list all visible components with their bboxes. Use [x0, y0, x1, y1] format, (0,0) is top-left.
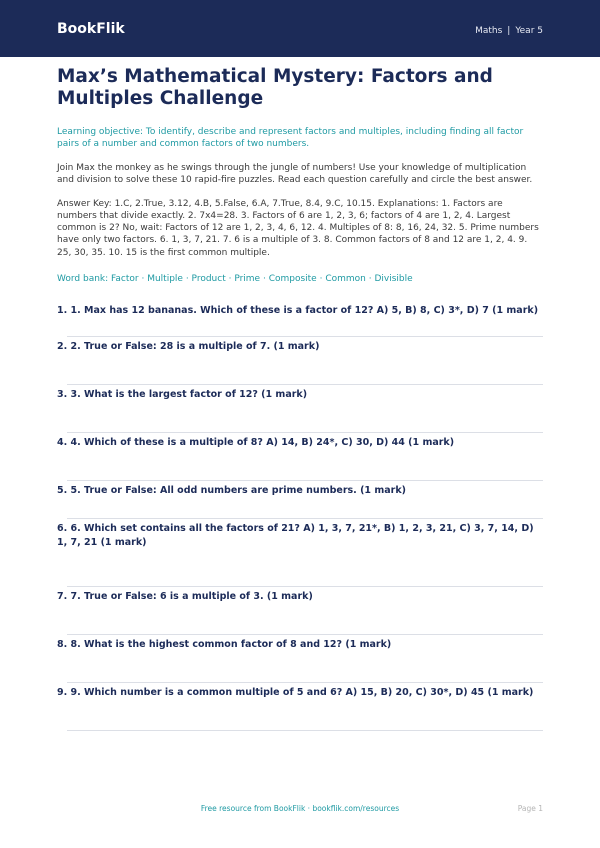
word-bank-word: Multiple: [147, 274, 183, 285]
answer-line[interactable]: [67, 730, 543, 731]
footer-text: Free resource from BookFlik · bookflik.com/resources: [200, 804, 400, 813]
intro-paragraph: Join Max the monkey as he swings through the jungle of numbers! Use your knowledge of multiplication and division to solve these 10 rapid-fire puzzles. Read each question carefully and circle the best answer.: [57, 163, 533, 186]
question-block: [57, 301, 543, 337]
header-meta: [475, 27, 543, 36]
question-block: [57, 481, 543, 519]
question-block: [57, 683, 543, 731]
page-footer: [0, 803, 600, 815]
question-text: 8. 8. What is the highest common factor of 8 and 12? (1 mark): [57, 639, 392, 650]
answer-key: Answer Key: 1.C, 2.True, 3.12, 4.B, 5.False, 6.A, 7.True, 8.4, 9.C, 10.15. Explanations: 1. Factors are numbers that divide exactly. 2. 7x4=28. 3. Factors of 6 are 1, 2, 3, 6; factors of 4 are 1, 2, 4. Largest common is 2? No, wait: Factors of 12 are 1, 2, 3, 4, 6, 12. 4. Multiples of 8: 8, 16, 24, 32. 5. Prime numbers have only two factors. 6. 1, 3, 7, 21. 7. 6 is a multiple of 3. 8. Common factors of 8 and 12 are 1, 2, 4. 9. 25, 30, 35. 10. 15 is the first common multiple.: [57, 198, 539, 258]
word-bank-word: Prime: [234, 274, 261, 285]
question-text: 2. 2. True or False: 28 is a multiple of 7. (1 mark): [57, 341, 320, 352]
worksheet-intro: [57, 66, 543, 285]
word-bank-word: Common: [325, 274, 366, 285]
word-bank: [57, 273, 543, 285]
question-block: [57, 385, 543, 433]
page-number: Page 1: [517, 804, 543, 813]
question-text: 9. 9. Which number is a common multiple of 5 and 6? A) 15, B) 20, C) 30*, D) 45 (1 mark): [57, 687, 534, 698]
question-block: [57, 635, 543, 683]
question-block: [57, 337, 543, 385]
word-bank-label: Word bank:: [57, 274, 109, 285]
word-bank-words: Factor · Multiple · Product · Prime · Composite · Common · Divisible: [111, 274, 413, 285]
learning-objective: Learning objective: To identify, describe and represent factors and multiples, including finding all factor pairs of a number and common factors of two numbers.: [57, 127, 524, 149]
question-text: 3. 3. What is the largest factor of 12? (1 mark): [57, 389, 308, 400]
page-header: [0, 0, 600, 57]
question-block: [57, 587, 543, 635]
year-label: Year 5: [515, 26, 543, 36]
question-text: 1. 1. Max has 12 bananas. Which of these is a factor of 12? A) 5, B) 8, C) 3*, D) 7 (1 mark): [57, 305, 539, 316]
question-list: [57, 301, 543, 731]
word-bank-word: Composite: [268, 274, 317, 285]
meta-separator: |: [507, 26, 511, 36]
question-block: [57, 519, 543, 587]
question-text: 5. 5. True or False: All odd numbers are prime numbers. (1 mark): [57, 485, 407, 496]
question-block: [57, 433, 543, 481]
question-text: 6. 6. Which set contains all the factors of 21? A) 1, 3, 7, 21*, B) 1, 2, 3, 21, C) 3, 7, 14, D) 1, 7, 21 (1 mark): [57, 523, 534, 548]
word-bank-word: Divisible: [374, 274, 413, 285]
brand-logo[interactable]: BookFlik: [57, 21, 125, 37]
page-title: Max’s Mathematical Mystery: Factors and Multiples Challenge: [57, 66, 493, 109]
word-bank-word: Factor: [111, 274, 139, 285]
question-text: 4. 4. Which of these is a multiple of 8? A) 14, B) 24*, C) 30, D) 44 (1 mark): [57, 437, 455, 448]
question-text: 7. 7. True or False: 6 is a multiple of 3. (1 mark): [57, 591, 313, 602]
word-bank-word: Product: [191, 274, 226, 285]
subject-label: Maths: [475, 26, 503, 36]
